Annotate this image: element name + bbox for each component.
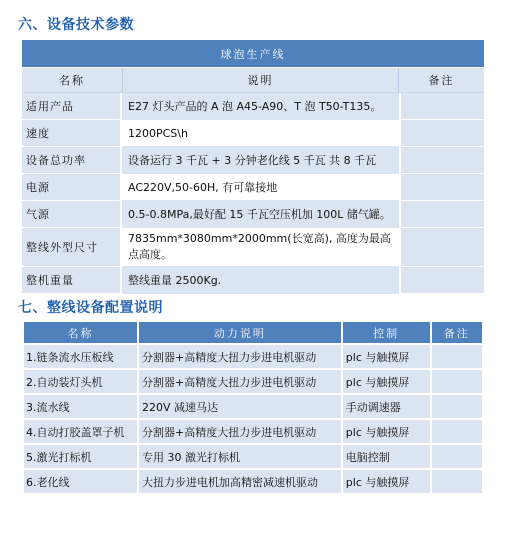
- tech-params-table: [22, 40, 484, 294]
- table-title: 球泡生产线: [22, 40, 484, 68]
- table-row: [22, 201, 484, 228]
- table-row: [22, 228, 484, 267]
- row-note: [399, 147, 484, 174]
- column-header-desc: 说明: [122, 68, 399, 93]
- table-row: [24, 345, 482, 368]
- row-label: 速度: [22, 120, 122, 147]
- table-row: [22, 120, 484, 147]
- column-header-name: 名称: [22, 68, 122, 93]
- row-label: 设备总功率: [22, 147, 122, 174]
- column-header-power: 动力说明: [139, 322, 341, 343]
- row-desc: AC220V,50-60H, 有可靠接地: [122, 174, 399, 201]
- row-label: 整机重量: [22, 267, 122, 294]
- row-label: 电源: [22, 174, 122, 201]
- section-6-title: 六、设备技术参数: [18, 17, 134, 33]
- table-row: [22, 93, 484, 120]
- row-note: [399, 201, 484, 228]
- row-desc: 7835mm*3080mm*2000mm(长宽高), 高度为最高点高度。: [122, 228, 399, 267]
- row-control: 电脑控制: [343, 445, 430, 468]
- row-desc: 0.5-0.8MPa,最好配 15 千瓦空压机加 100L 储气罐。: [122, 201, 399, 228]
- row-name: 5.激光打标机: [24, 445, 137, 468]
- row-note: [399, 120, 484, 147]
- line-config-table: [22, 320, 484, 495]
- row-name: 2.自动装灯头机: [24, 370, 137, 393]
- row-power: 分割器+高精度大扭力步进电机驱动: [139, 345, 341, 368]
- table-row: [24, 420, 482, 443]
- table-row: [24, 395, 482, 418]
- row-note: [399, 228, 484, 267]
- row-note: [399, 93, 484, 120]
- row-desc: E27 灯头产品的 A 泡 A45-A90、T 泡 T50-T135。: [122, 93, 399, 120]
- row-note: [399, 174, 484, 201]
- row-note: [432, 345, 482, 368]
- row-power: 专用 30 激光打标机: [139, 445, 341, 468]
- column-header-note: 备注: [399, 68, 484, 93]
- column-header-control: 控制: [343, 322, 430, 343]
- row-power: 分割器+高精度大扭力步进电机驱动: [139, 420, 341, 443]
- row-control: plc 与触摸屏: [343, 370, 430, 393]
- row-power: 分割器+高精度大扭力步进电机驱动: [139, 370, 341, 393]
- row-note: [432, 470, 482, 493]
- row-power: 220V 减速马达: [139, 395, 341, 418]
- row-desc: 整线重量 2500Kg.: [122, 267, 399, 294]
- table-row: [22, 174, 484, 201]
- row-note: [399, 267, 484, 294]
- row-desc: 设备运行 3 千瓦 + 3 分钟老化线 5 千瓦 共 8 千瓦: [122, 147, 399, 174]
- row-label: 整线外型尺寸: [22, 228, 122, 267]
- row-note: [432, 370, 482, 393]
- row-name: 3.流水线: [24, 395, 137, 418]
- row-label: 适用产品: [22, 93, 122, 120]
- section-7-title: 七、整线设备配置说明: [18, 300, 163, 316]
- column-header-note: 备注: [432, 322, 482, 343]
- row-power: 大扭力步进电机加高精密减速机驱动: [139, 470, 341, 493]
- row-desc: 1200PCS\h: [122, 120, 399, 147]
- row-control: plc 与触摸屏: [343, 345, 430, 368]
- column-header-name: 名称: [24, 322, 137, 343]
- table-title-row: [22, 40, 484, 68]
- table-row: [24, 470, 482, 493]
- row-control: plc 与触摸屏: [343, 470, 430, 493]
- row-control: 手动调速器: [343, 395, 430, 418]
- row-name: 4.自动打胶盖罩子机: [24, 420, 137, 443]
- row-note: [432, 420, 482, 443]
- table-row: [22, 147, 484, 174]
- table-row: [24, 445, 482, 468]
- row-name: 1.链条流水压板线: [24, 345, 137, 368]
- row-label: 气源: [22, 201, 122, 228]
- row-control: plc 与触摸屏: [343, 420, 430, 443]
- row-note: [432, 445, 482, 468]
- column-header-row: [22, 68, 484, 93]
- table-row: [22, 267, 484, 294]
- row-note: [432, 395, 482, 418]
- column-header-row: [24, 322, 482, 343]
- table-row: [24, 370, 482, 393]
- row-name: 6.老化线: [24, 470, 137, 493]
